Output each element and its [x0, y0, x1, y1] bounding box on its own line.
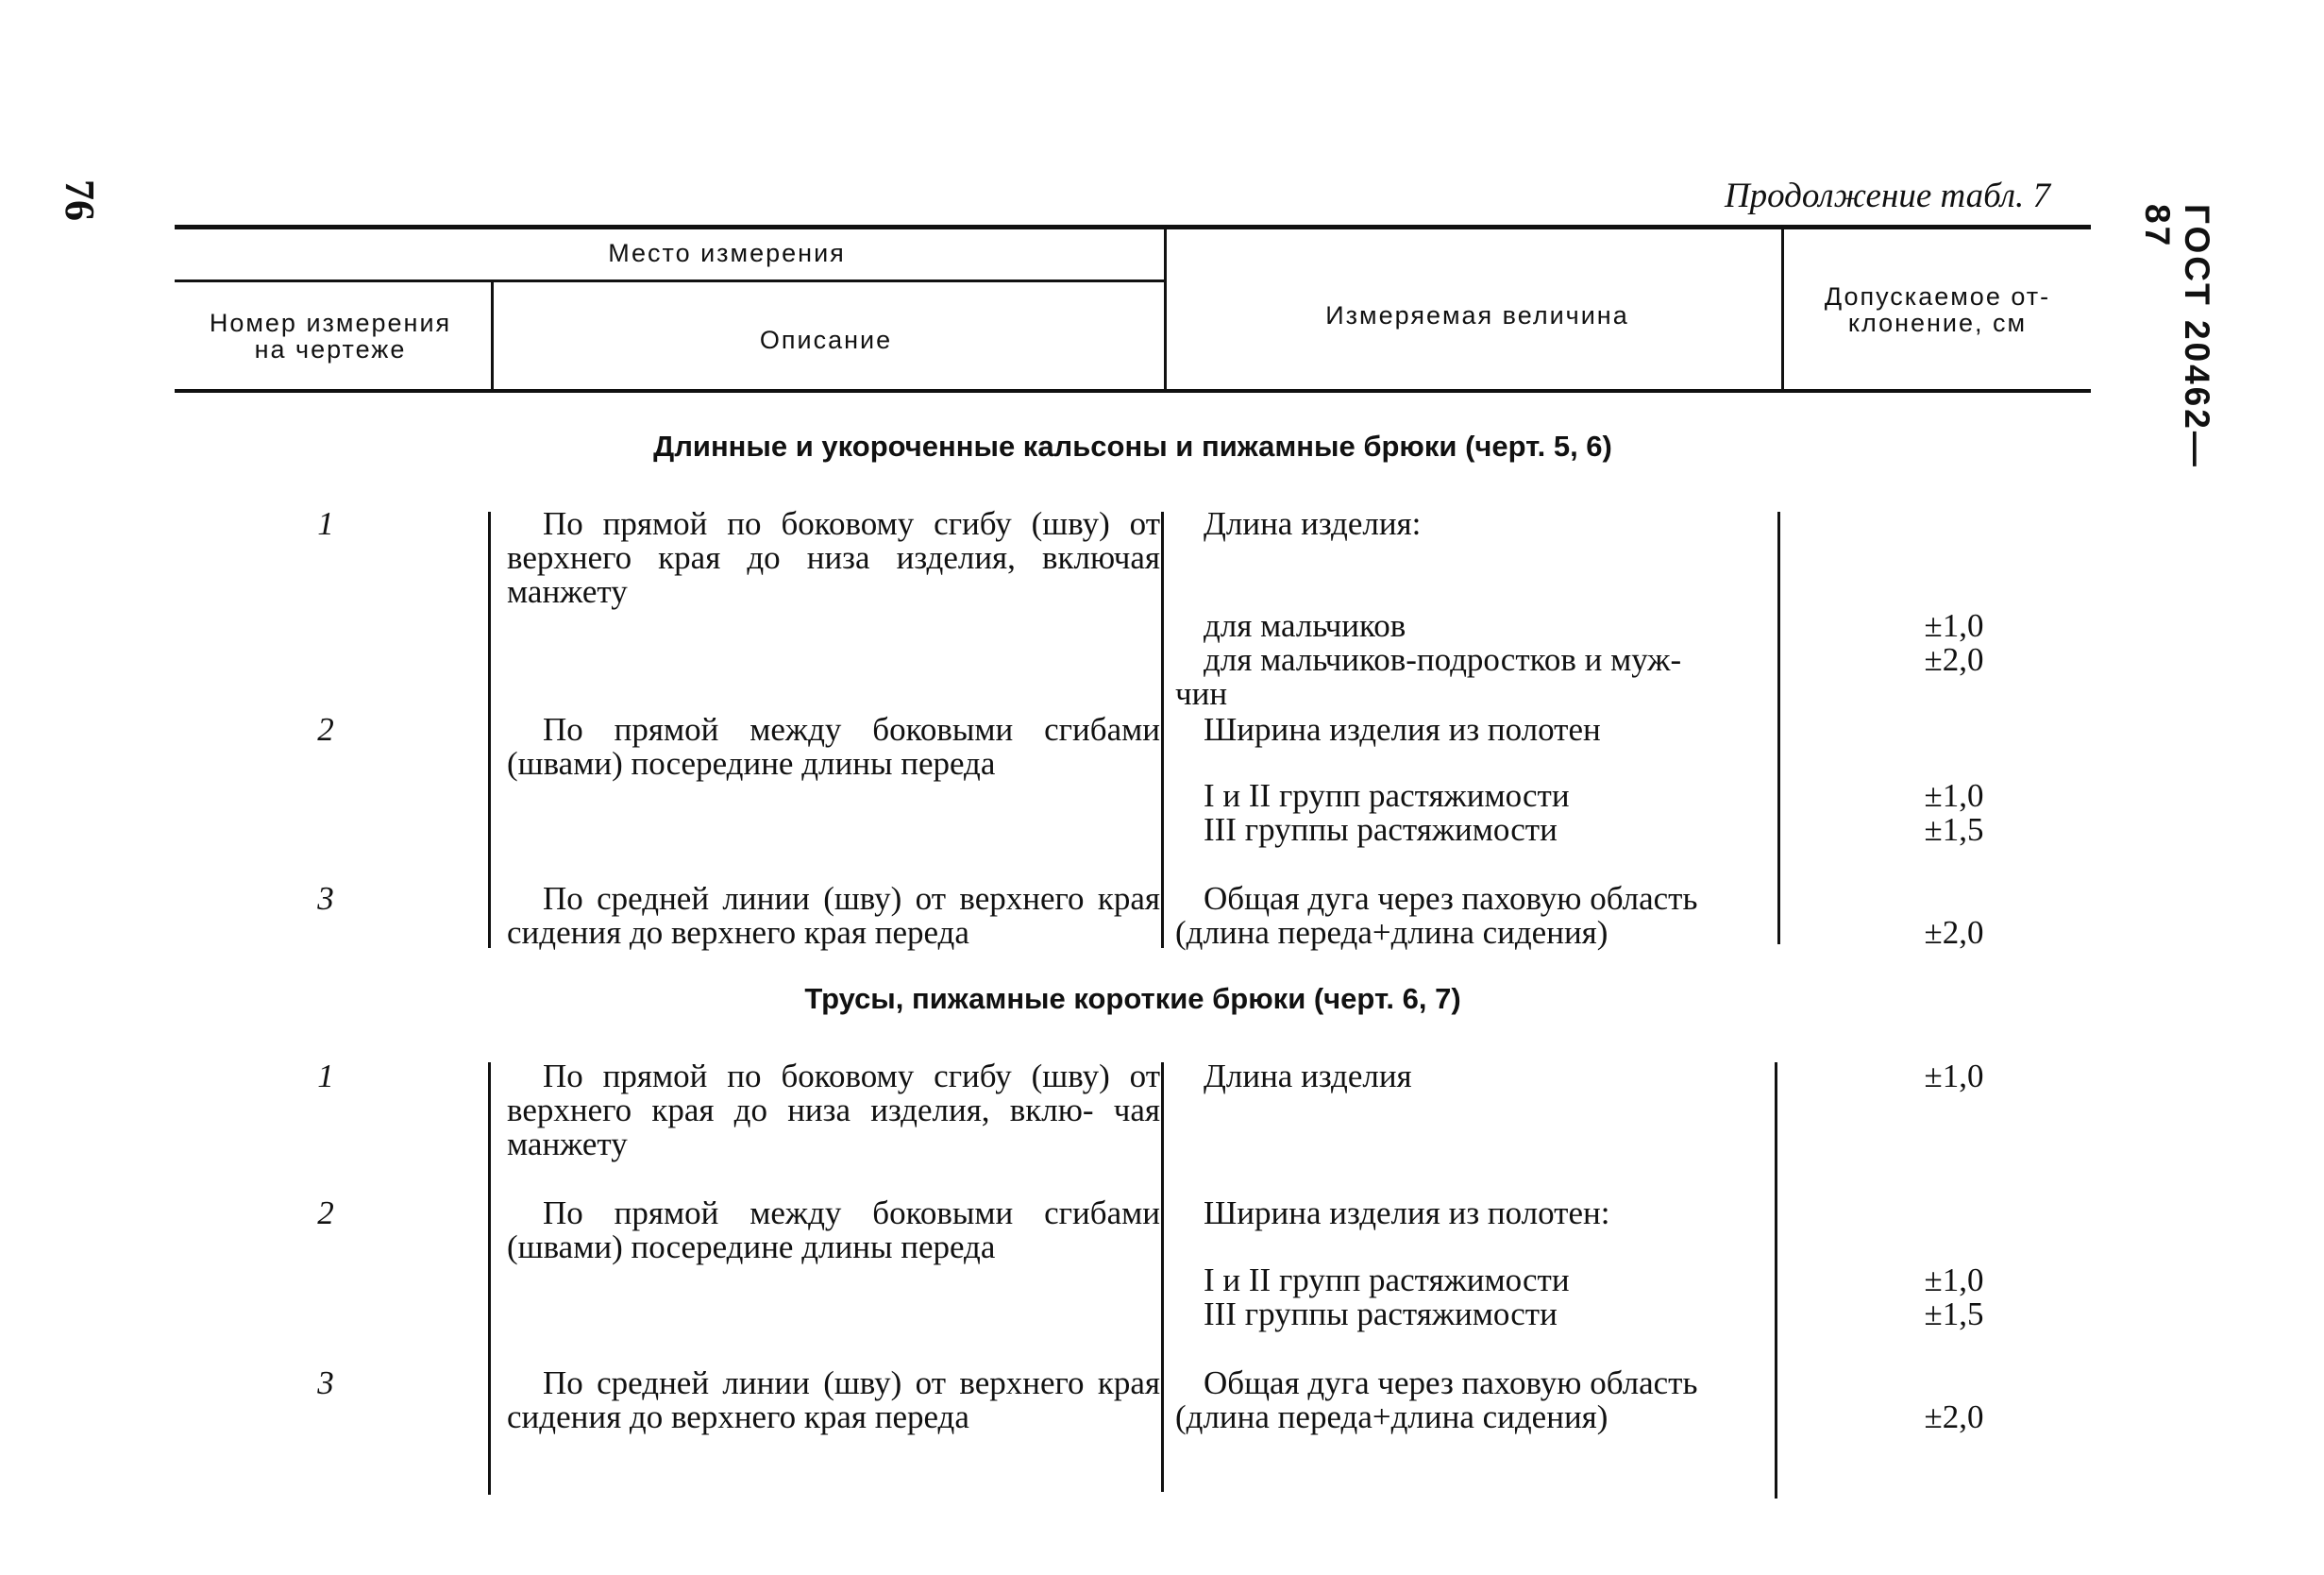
description-text: По средней линии (шву) от верхнего края сидения до верхнего края переда	[507, 880, 1160, 951]
measured-line: Общая дуга через паховую область	[1204, 1364, 1698, 1401]
description-text: По прямой по боковому сгибу (шву) от верхнего края до низа изделия, вклю- чая манжету	[507, 1058, 1160, 1162]
tolerance-value: ±1,0	[1924, 607, 1984, 644]
row-description	[507, 713, 1160, 781]
tolerance-value: ±1,0	[1924, 1262, 1984, 1298]
measured-line: I и II групп растяжимости	[1204, 777, 1570, 814]
header-divider-1	[491, 281, 494, 390]
header-col-tolerance: Допускаемое от- клонение, см	[1824, 282, 2051, 337]
measured-line: III группы растяжимости	[1204, 811, 1558, 848]
measured-line: Ширина изделия из полотен:	[1204, 1194, 1610, 1231]
description-text: По прямой между боковыми сгибами (швами) посередине длины переда	[507, 1194, 1160, 1265]
row-number: 2	[317, 711, 334, 748]
tolerance-value: ±1,0	[1924, 1058, 1984, 1094]
header-col-measured: Измеряемая величина	[1325, 301, 1629, 330]
tolerance-value: ±2,0	[1924, 641, 1984, 678]
column-divider	[1161, 512, 1164, 948]
measured-line: Длина изделия	[1204, 1058, 1412, 1094]
section-title: Трусы, пижамные короткие брюки (черт. 6, 7)	[804, 982, 1461, 1015]
row-description	[507, 1059, 1160, 1161]
measured-line: (длина переда+длина сидения)	[1175, 914, 1608, 951]
document-code: ГОСТ 20462—87	[2138, 204, 2216, 469]
row-number: 1	[317, 505, 334, 542]
continuation-label: Продолжение табл. 7	[1724, 177, 2050, 215]
tolerance-value: ±1,5	[1924, 811, 1984, 848]
column-divider	[488, 1062, 491, 1495]
section-title: Длинные и укороченные кальсоны и пижамные брюки (черт. 5, 6)	[653, 430, 1612, 463]
column-divider	[1161, 1062, 1164, 1492]
tolerance-value: ±1,0	[1924, 777, 1984, 814]
header-bottom-rule	[175, 389, 2091, 393]
measured-line: Длина изделия:	[1204, 505, 1422, 542]
measured-line: для мальчиков	[1204, 607, 1406, 644]
row-description	[507, 1196, 1160, 1264]
measured-line: чин	[1175, 675, 1228, 712]
group-rule	[175, 279, 1166, 282]
header-group-label: Место измерения	[608, 239, 846, 267]
row-number: 2	[317, 1194, 334, 1231]
tolerance-value: ±2,0	[1924, 1398, 1984, 1435]
measured-line: III группы растяжимости	[1204, 1296, 1558, 1332]
page-number: 76	[57, 179, 103, 221]
tolerance-value: ±2,0	[1924, 914, 1984, 951]
tolerance-value: ±1,5	[1924, 1296, 1984, 1332]
measured-line: Ширина изделия из полотен	[1204, 711, 1601, 748]
row-number: 1	[317, 1058, 334, 1094]
row-number: 3	[317, 880, 334, 917]
description-text: По средней линии (шву) от верхнего края сидения до верхнего края переда	[507, 1364, 1160, 1435]
row-description	[507, 507, 1160, 609]
header-top-rule	[175, 225, 2091, 229]
measured-line: Общая дуга через паховую область	[1204, 880, 1698, 917]
column-divider	[488, 512, 491, 948]
header-col-description: Описание	[759, 326, 893, 354]
header-divider-2	[1164, 227, 1167, 390]
header-divider-3	[1781, 227, 1784, 390]
measured-line: для мальчиков-подростков и муж-	[1204, 641, 1682, 678]
measured-line: (длина переда+длина сидения)	[1175, 1398, 1608, 1435]
measured-line: I и II групп растяжимости	[1204, 1262, 1570, 1298]
row-description	[507, 1366, 1160, 1434]
row-number: 3	[317, 1364, 334, 1401]
description-text: По прямой между боковыми сгибами (швами) посередине длины переда	[507, 711, 1160, 782]
row-description	[507, 882, 1160, 950]
header-col-number: Номер измерения на чертеже	[209, 309, 452, 364]
description-text: По прямой по боковому сгибу (шву) от верхнего края до низа изделия, включая манжету	[507, 505, 1160, 610]
